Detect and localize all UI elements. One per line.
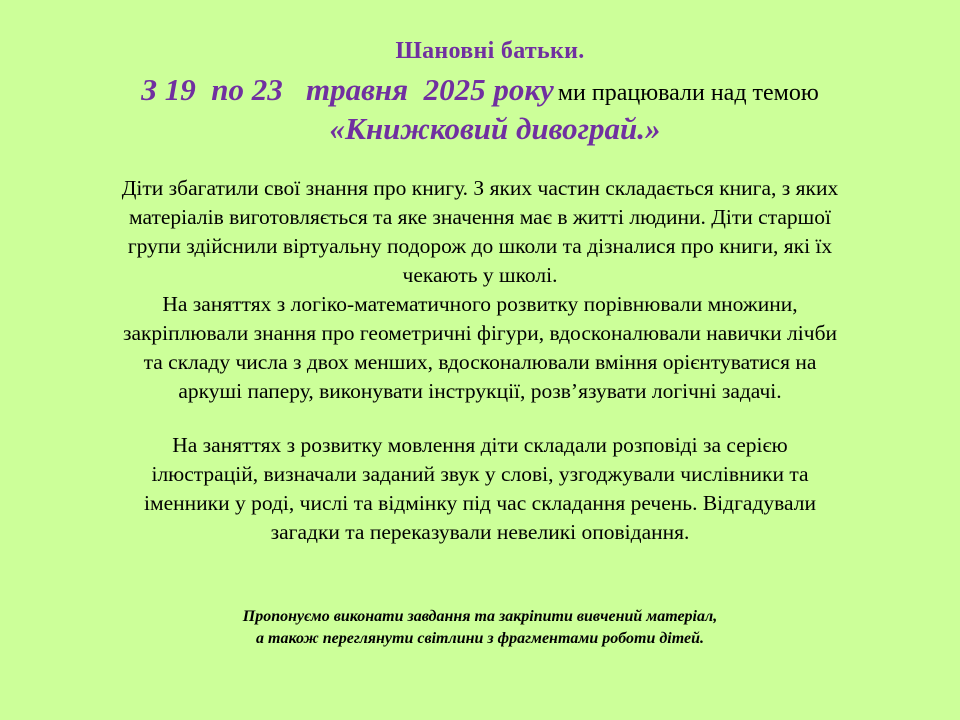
paragraph-line: та складу числа з двох менших, вдосконалювали вміння орієнтуватися на [143,350,817,374]
paragraph-line: ілюстрацій, визначали заданий звук у слові, узгоджували числівники та [151,462,809,486]
topic-intro: ми працювали над темою [557,80,819,106]
paragraph-line: іменники у роді, числі та відмінку під час складання речень. Відгадували [144,491,816,515]
paragraph-line: матеріалів виготовляється та яке значення має в житті людини. Діти старшої [129,205,831,229]
closing-note [0,606,960,650]
paragraph-line: аркуші паперу, виконувати інструкції, розв’язувати логічні задачі. [178,379,782,403]
paragraph-line: На заняттях з розвитку мовлення діти складали розповіді за серією [172,433,788,457]
paragraph-books-and-math [30,174,930,406]
date-line [0,72,960,108]
paragraph-line: групи здійснили віртуальну подорож до школи та дізналися про книги, які їх [127,234,833,258]
paragraph-line: чекають у школі. [402,263,558,287]
paragraph-speech-development [30,431,930,547]
date-range: З 19 по 23 травня 2025 року [141,72,554,107]
greeting-heading: Шановні батьки. [395,38,585,64]
paragraph-line: Діти збагатили свої знання про книгу. З яких частин складається книга, з яких [121,176,839,200]
closing-line: Пропонуємо виконати завдання та закріпити вивчений матеріал, [242,608,718,625]
paragraph-line: загадки та переказували невеликі оповідання. [270,520,690,544]
closing-line: а також переглянути світлини з фрагментами роботи дітей. [256,630,704,647]
topic-title: «Книжковий дивограй.» [329,111,661,146]
paragraph-line: На заняттях з логіко-математичного розвитку порівнювали множини, [162,292,798,316]
paragraph-line: закріплювали знання про геометричні фігури, вдосконалювали навички лічби [122,321,838,345]
